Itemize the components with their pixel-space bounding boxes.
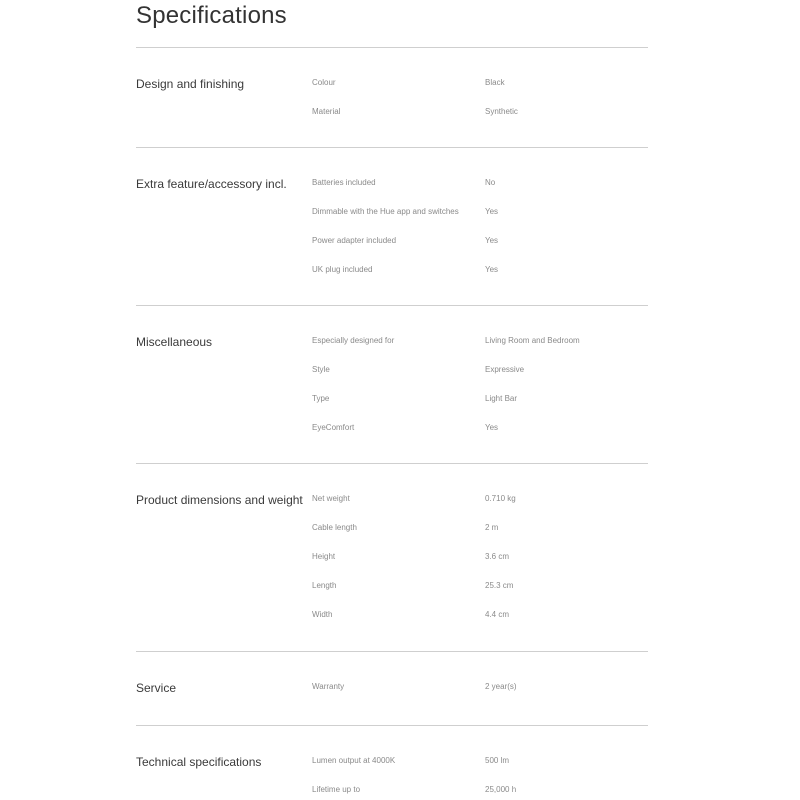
section-divider [136,651,648,652]
spec-name: Material [312,107,341,116]
spec-name: Type [312,394,330,403]
spec-value: 0.710 kg [485,494,516,503]
section-divider [136,463,648,464]
spec-value: Light Bar [485,394,518,403]
spec-name: Net weight [312,494,350,503]
spec-name: Warranty [312,682,345,691]
spec-value: Living Room and Bedroom [485,336,580,345]
section-divider [136,47,648,48]
section-label-service: Service [136,681,177,695]
spec-name: Cable length [312,523,357,532]
spec-value: 3.6 cm [485,552,510,561]
spec-name: Colour [312,78,336,87]
section-label-extra-feature: Extra feature/accessory incl. [136,177,287,191]
spec-value: 2 year(s) [485,682,517,691]
section-label-technical-specifications: Technical specifications [136,755,262,769]
section-label-miscellaneous: Miscellaneous [136,335,213,349]
spec-name: Dimmable with the Hue app and switches [312,207,459,216]
spec-name: Lifetime up to [312,785,361,794]
spec-name: Width [312,610,333,619]
spec-value: Yes [485,265,499,274]
spec-value: Yes [485,423,499,432]
spec-value: Yes [485,207,499,216]
spec-name: UK plug included [312,265,373,274]
spec-value: Yes [485,236,499,245]
spec-name: Power adapter included [312,236,397,245]
section-divider [136,305,648,306]
spec-value: Black [485,78,505,87]
spec-name: Especially designed for [312,336,395,345]
spec-value: 25.3 cm [485,581,514,590]
spec-value: Synthetic [485,107,518,116]
spec-value: No [485,178,496,187]
spec-name: Height [312,552,336,561]
spec-value: 25,000 h [485,785,517,794]
spec-name: Lumen output at 4000K [312,756,396,765]
spec-value: 2 m [485,523,499,532]
spec-name: Batteries included [312,178,376,187]
section-label-design-and-finishing: Design and finishing [136,77,245,91]
spec-value: Expressive [485,365,525,374]
spec-value: 4.4 cm [485,610,510,619]
section-divider [136,725,648,726]
spec-value: 500 lm [485,756,510,765]
section-label-product-dimensions: Product dimensions and weight [136,493,303,507]
page-title: Specifications [136,2,287,29]
section-divider [136,147,648,148]
spec-name: EyeComfort [312,423,355,432]
spec-name: Length [312,581,337,590]
spec-name: Style [312,365,330,374]
